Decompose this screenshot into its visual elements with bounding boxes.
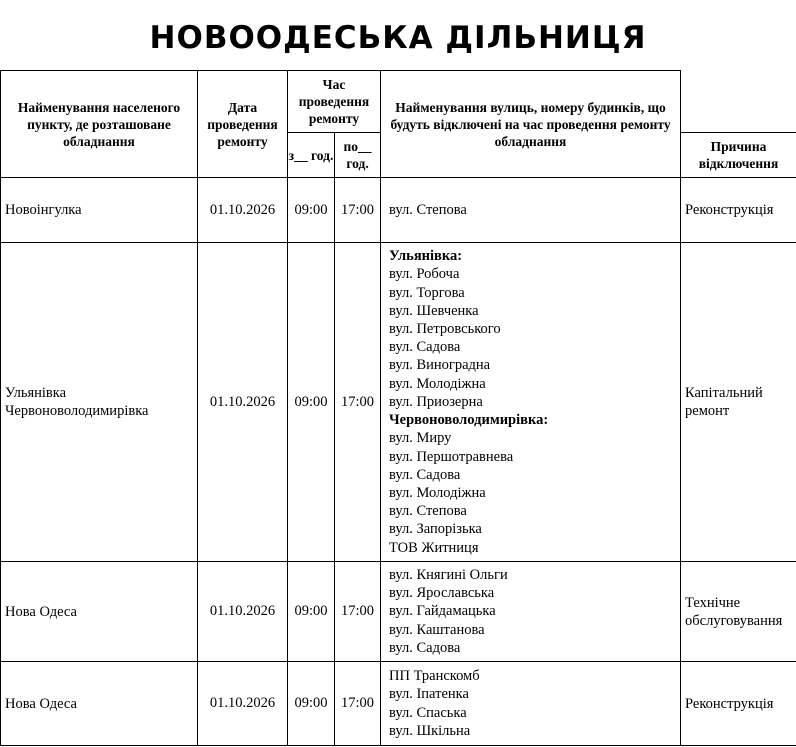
- street-item: вул. Молодіжна: [389, 484, 486, 501]
- table-row: [1, 243, 796, 562]
- street-item: вул. Каштанова: [389, 621, 485, 638]
- street-item: вул. Виноградна: [389, 357, 491, 374]
- street-item: вул. Запорізька: [389, 521, 482, 538]
- streets-cell: [381, 662, 681, 746]
- settlement-cell: Нова Одеса: [1, 562, 198, 662]
- time-from-cell: 09:00: [288, 178, 335, 243]
- street-item: вул. Шевченка: [389, 302, 479, 319]
- time-to-cell: 17:00: [335, 243, 381, 562]
- header-time-from: з__ год.: [288, 133, 335, 178]
- street-item: ТОВ Житниця: [389, 539, 479, 556]
- street-item: вул. Степова: [389, 503, 467, 520]
- header-streets: Найменування вулиць, номеру будинків, що будуть відключені на час проведення ремонту обладнання: [381, 71, 681, 178]
- settlement-cell: Нова Одеса: [1, 662, 198, 746]
- table-row: [1, 562, 796, 662]
- street-item: вул. Княгині Ольги: [389, 566, 508, 583]
- header-time: Час проведення ремонту: [288, 71, 381, 133]
- header-time-to: по__ год.: [335, 133, 381, 178]
- time-from-cell: 09:00: [288, 562, 335, 662]
- time-from-cell: 09:00: [288, 662, 335, 746]
- settlement-cell: Новоінгулка: [1, 178, 198, 243]
- page-title: НОВООДЕСЬКА ДІЛЬНИЦЯ: [149, 20, 647, 56]
- street-item: вул. Миру: [389, 430, 452, 447]
- streets-cell: [381, 243, 681, 562]
- header-settlement: Найменування населеного пункту, де розташоване обладнання: [1, 71, 198, 178]
- streets-cell: [381, 562, 681, 662]
- table-row: [1, 662, 796, 746]
- street-group-heading: Червоноволодимирівка:: [389, 412, 549, 429]
- street-group-heading: Ульянівка:: [389, 248, 463, 265]
- street-item: ПП Транскомб: [389, 668, 480, 685]
- street-item: вул. Молодіжна: [389, 375, 486, 392]
- reason-cell: Технічне обслуговування: [681, 562, 796, 662]
- outage-schedule-table: [0, 70, 796, 746]
- date-cell: 01.10.2026: [198, 178, 288, 243]
- street-item: вул. Торгова: [389, 284, 465, 301]
- date-cell: 01.10.2026: [198, 562, 288, 662]
- time-to-cell: 17:00: [335, 178, 381, 243]
- street-item: вул. Петровського: [389, 321, 501, 338]
- header-reason: Причина відключення: [681, 133, 796, 178]
- street-item: вул. Шкільна: [389, 722, 471, 739]
- date-cell: 01.10.2026: [198, 662, 288, 746]
- street-item: вул. Приозерна: [389, 393, 483, 410]
- header-spacer: [681, 71, 796, 133]
- date-cell: 01.10.2026: [198, 243, 288, 562]
- settlement-cell: Ульянівка Червоноволодимирівка: [1, 243, 198, 562]
- street-item: вул. Садова: [389, 466, 461, 483]
- street-item: вул. Робоча: [389, 266, 460, 283]
- street-item: вул. Першотравнева: [389, 448, 514, 465]
- header-date: Дата проведення ремонту: [198, 71, 288, 178]
- reason-cell: Капітальний ремонт: [681, 243, 796, 562]
- street-item: вул. Спаська: [389, 704, 467, 721]
- street-item: вул. Ярославська: [389, 585, 495, 602]
- street-item: вул. Гайдамацька: [389, 603, 496, 620]
- street-item: вул. Іпатенка: [389, 686, 469, 703]
- streets-cell: [381, 178, 681, 243]
- time-from-cell: 09:00: [288, 243, 335, 562]
- table-row: [1, 178, 796, 243]
- reason-cell: Реконструкція: [681, 178, 796, 243]
- reason-cell: Реконструкція: [681, 662, 796, 746]
- street-item: вул. Степова: [389, 201, 467, 218]
- time-to-cell: 17:00: [335, 562, 381, 662]
- street-item: вул. Садова: [389, 339, 461, 356]
- street-item: вул. Садова: [389, 639, 461, 656]
- time-to-cell: 17:00: [335, 662, 381, 746]
